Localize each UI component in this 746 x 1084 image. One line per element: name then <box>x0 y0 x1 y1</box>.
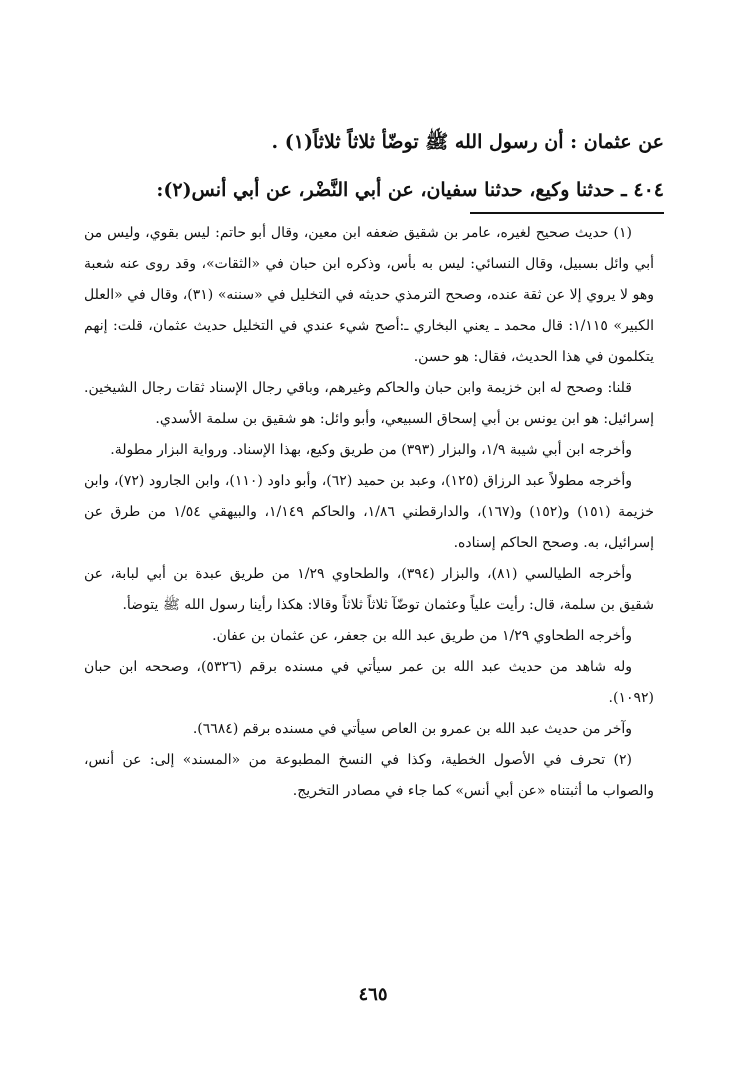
hadith-main-text <box>60 118 664 214</box>
footnote-paragraph: وآخر من حديث عبد الله بن عمرو بن العاص سيأتي في مسنده برقم (٦٦٨٤). <box>192 721 632 737</box>
footnote-1: (١) حديث صحيح لغيره، عامر بن شقيق ضعفه ابن معين، وقال أبو حاتم: ليس بقوي، وليس من أبي وائل بسبيل، وقال النسائي: ليس به بأس، وذكره ابن حبان في «الثقات»، وقد روى عنه شعبة وهو لا يروي إلا عن ثقة عنده، وصحح الترمذي حديثه في التخليل في «سننه» (٣١)، وقال في «العلل الكبير» ١/١١٥: قال محمد ـ يعني البخاري ـ:أصح شيء عندي في التخليل حديث عثمان، قلت: إنهم يتكلمون في هذا الحديث، فقال: هو حسن. <box>84 225 655 365</box>
footnote-paragraph: وأخرجه ابن أبي شيبة ١/٩، والبزار (٣٩٣) من طريق وكيع، بهذا الإسناد. ورواية البزار مطولة. <box>110 442 632 458</box>
footnote-separator <box>470 212 664 214</box>
footnote-paragraph: وأخرجه الطحاوي ١/٢٩ من طريق عبد الله بن جعفر، عن عثمان بن عفان. <box>212 628 632 644</box>
footnote-paragraph: وأخرجه مطولاً عبد الرزاق (١٢٥)، وعبد بن حميد (٦٢)، وأبو داود (١١٠)، وابن الجارود (٧٢)، وابن خزيمة (١٥١) و(١٥٢) و(١٦٧)، والدارقطني ١/٨٦، والحاكم ١/١٤٩، والبيهقي ١/٥٤ من طرق عن إسرائيل، به. وصحح الحاكم إسناده. <box>84 473 654 551</box>
page-number: ٤٦٥ <box>358 984 388 1005</box>
footnotes-section <box>84 218 654 807</box>
footnote-paragraph: وأخرجه الطيالسي (٨١)، والبزار (٣٩٤)، والطحاوي ١/٢٩ من طريق عبدة بن أبي لبابة، عن شقيق بن سلمة، قال: رأيت علياً وعثمان توضّآ ثلاثاً ثلاثاً وقالا: هكذا رأينا رسول الله ﷺ يتوضأ. <box>84 566 654 613</box>
footnote-paragraph: قلنا: وصحح له ابن خزيمة وابن حبان والحاكم وغيرهم، وباقي رجال الإسناد ثقات رجال الشيخين. إسرائيل: هو ابن يونس بن أبي إسحاق السبيعي، وأبو وائل: هو شقيق بن سلمة الأسدي. <box>84 380 654 427</box>
hadith-chain-line: ٤٠٤ ـ حدثنا وكيع، حدثنا سفيان، عن أبي النَّضْر، عن أبي أنس(٢): <box>156 179 664 201</box>
hadith-text-line: عن عثمان : أن رسول الله ﷺ توضّأ ثلاثاً ثلاثاً(١) . <box>271 131 664 153</box>
footnote-paragraph: وله شاهد من حديث عبد الله بن عمر سيأتي في مسنده برقم (٥٣٢٦)، وصححه ابن حبان (١٠٩٢). <box>84 659 654 706</box>
footnote-2: (٢) تحرف في الأصول الخطية، وكذا في النسخ المطبوعة من «المسند» إلى: عن أنس، والصواب ما أثبتناه «عن أبي أنس» كما جاء في مصادر التخريج. <box>84 752 654 799</box>
